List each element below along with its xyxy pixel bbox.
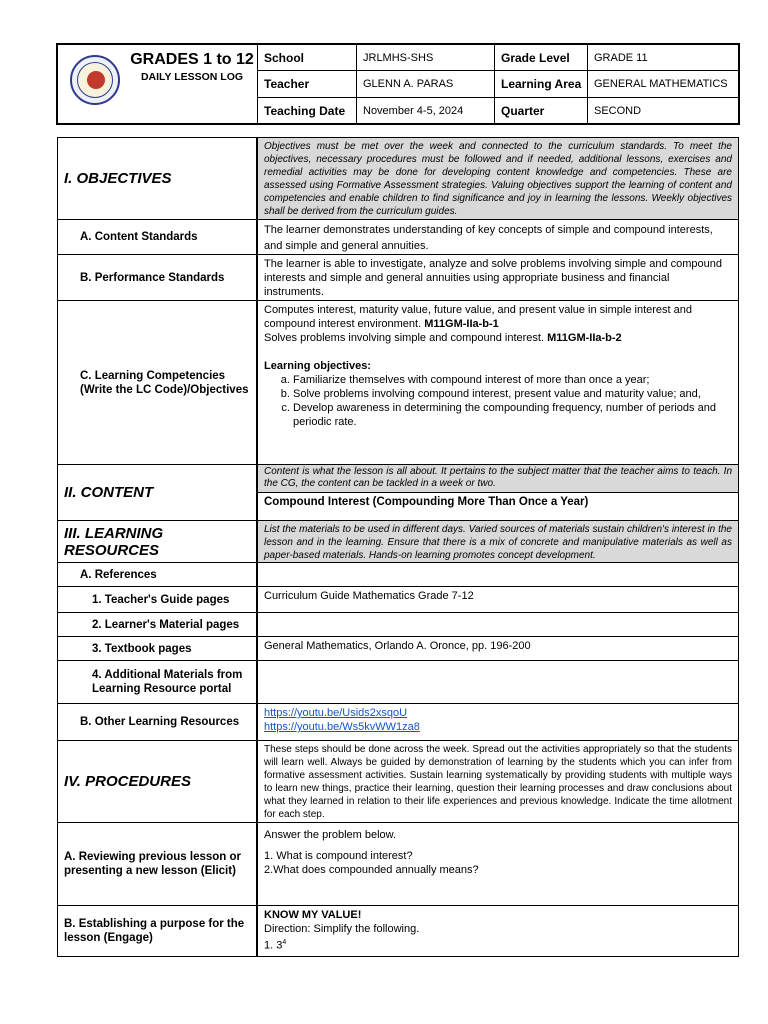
other-resources-row <box>58 704 738 741</box>
header-box <box>56 43 740 125</box>
learning-resources-note: List the materials to be used in different days. Varied sources of materials sustain children's interest in the lesson and in the learning. Ensure that there is a mix of concrete and manipulative materials as well as paper-based materials. Hands-on learning promotes concept development. <box>258 521 738 562</box>
lc-code-1: M11GM-IIa-b-1 <box>424 318 499 330</box>
quarter-value: SECOND <box>594 105 642 117</box>
youtube-link-2[interactable]: https://youtu.be/Ws5kvWW1za8 <box>264 721 420 733</box>
list-item: c. Develop awareness in determining the compounding frequency, number of periods and periodic rate. <box>293 401 732 429</box>
learning-competencies-content <box>258 301 738 464</box>
learning-objectives-list <box>264 373 732 429</box>
other-resources-links <box>258 704 738 740</box>
procedure-b-row <box>58 906 738 956</box>
list-item: b. Solve problems involving compound interest, present value and maturity value; and, <box>293 387 732 401</box>
header-title-cell <box>58 45 258 123</box>
objectives-note: Objectives must be met over the week and connected to the curriculum standards. To meet the objectives, necessary procedures must be followed and if needed, additional lessons, exercises and remedial activities may be done for developing content knowledge and competencies. These are assessed using Formative Assessment strategies. Valuing objectives support the learning of content and competencies and enable children to find significance and joy in learning the lessons. Weekly objectives shall be derived from the curriculum guides. <box>258 138 738 219</box>
teachers-guide-label: 1. Teacher's Guide pages <box>92 593 230 606</box>
procedure-a-question-2: 2.What does compounded annually means? <box>264 864 479 876</box>
procedure-a-label: A. Reviewing previous lesson or presenting a new lesson (Elicit) <box>64 851 242 877</box>
textbook-row <box>58 637 738 661</box>
procedure-a-intro: Answer the problem below. <box>264 829 397 841</box>
teachers-guide-row <box>58 587 738 613</box>
content-note: Content is what the lesson is all about. It pertains to the subject matter that the teacher aims to teach. In the CG, the content can be tackled in a week or two. <box>258 465 738 493</box>
content-row <box>58 465 738 521</box>
lesson-log-table <box>57 137 739 957</box>
learning-resources-row <box>58 521 738 563</box>
youtube-link-1[interactable]: https://youtu.be/Usids2xsqoU <box>264 707 408 719</box>
procedure-b-label: B. Establishing a purpose for the lesson (Engage) <box>64 918 245 944</box>
performance-standards-label: B. Performance Standards <box>80 271 225 284</box>
procedures-heading: IV. PROCEDURES <box>64 773 191 790</box>
list-item: a. Familiarize themselves with compound interest of more than once a year; <box>293 373 732 387</box>
procedure-b-content <box>258 906 738 956</box>
procedure-a-question-1: 1. What is compound interest? <box>264 850 413 862</box>
textbook-label: 3. Textbook pages <box>92 642 192 655</box>
content-standards-label: A. Content Standards <box>80 231 198 243</box>
procedure-b-direction: Direction: Simplify the following. <box>264 923 420 935</box>
objectives-heading: I. OBJECTIVES <box>64 170 172 187</box>
learning-area-label: Learning Area <box>495 71 588 98</box>
teacher-value: GLENN A. PARAS <box>357 71 495 98</box>
procedures-row <box>58 741 738 823</box>
references-row <box>58 563 738 587</box>
learning-competencies-label: C. Learning Competencies (Write the LC Code)/Objectives <box>80 369 249 396</box>
header-info-grid <box>258 45 738 123</box>
objectives-row <box>58 138 738 220</box>
performance-standards-row <box>58 255 738 301</box>
grade-level-value: GRADE 11 <box>588 45 738 71</box>
content-topic: Compound Interest (Compounding More Than Once a Year) <box>264 496 589 508</box>
grade-level-label: Grade Level <box>495 45 588 71</box>
additional-materials-row <box>58 661 738 704</box>
competency-1: Computes interest, maturity value, future value, and present value in simple interest and compound interest environment. M11GM-IIa-b-1 <box>264 304 693 330</box>
content-heading: II. CONTENT <box>64 484 154 501</box>
learners-material-label: 2. Learner's Material pages <box>92 618 240 631</box>
other-resources-label: B. Other Learning Resources <box>80 716 240 728</box>
performance-standards-text: The learner is able to investigate, analyze and solve problems involving simple and compound interests and simple and general annuities using appropriate business and financial instruments. <box>264 258 722 298</box>
header-title: GRADES 1 to 12 <box>130 51 254 68</box>
procedure-a-row <box>58 823 738 906</box>
learning-objectives-label: Learning objectives: <box>264 360 371 372</box>
procedure-b-item-1: 1. $3^4$ <box>264 939 287 952</box>
procedures-note: These steps should be done across the week. Spread out the activities appropriately so that the students will learn well. Always be guided by demonstration of learning by the students which you can infer from formative assessment activities. Sustain learning systematically by providing students with multiple ways to learn new things, practice their learning, question their learning processes and draw conclusions about what they learned in relation to their life experiences and previous knowledge. Indicate the time allotment for each step. <box>264 744 732 820</box>
competency-2: Solves problems involving simple and compound interest. M11GM-IIa-b-2 <box>264 332 622 344</box>
school-label: School <box>258 45 357 71</box>
additional-materials-label: 4. Additional Materials from Learning Resource portal <box>92 669 243 695</box>
procedure-b-title: KNOW MY VALUE! <box>264 909 362 921</box>
teacher-label: Teacher <box>258 71 357 98</box>
content-standards-row <box>58 220 738 255</box>
teachers-guide-text: Curriculum Guide Mathematics Grade 7-12 <box>264 590 474 602</box>
learning-area-value: GENERAL MATHEMATICS <box>588 71 738 98</box>
lc-code-2: M11GM-IIa-b-2 <box>547 332 622 344</box>
content-standards-text: The learner demonstrates understanding of key concepts of simple and compound interests, and simple and general annuities. <box>264 224 713 252</box>
references-label: A. References <box>80 568 157 581</box>
deped-seal-icon <box>70 55 120 105</box>
teaching-date-label: Teaching Date <box>258 98 357 124</box>
header-subtitle: DAILY LESSON LOG <box>140 71 244 83</box>
school-value: JRLMHS-SHS <box>357 45 495 71</box>
teaching-date-value: November 4-5, 2024 <box>357 98 495 124</box>
learners-material-row <box>58 613 738 637</box>
quarter-label: Quarter <box>495 98 588 124</box>
procedure-a-content <box>258 823 738 905</box>
learning-resources-heading: III. LEARNING RESOURCES <box>64 524 164 559</box>
learning-competencies-row <box>58 301 738 465</box>
textbook-text: General Mathematics, Orlando A. Oronce, pp. 196-200 <box>264 640 531 652</box>
